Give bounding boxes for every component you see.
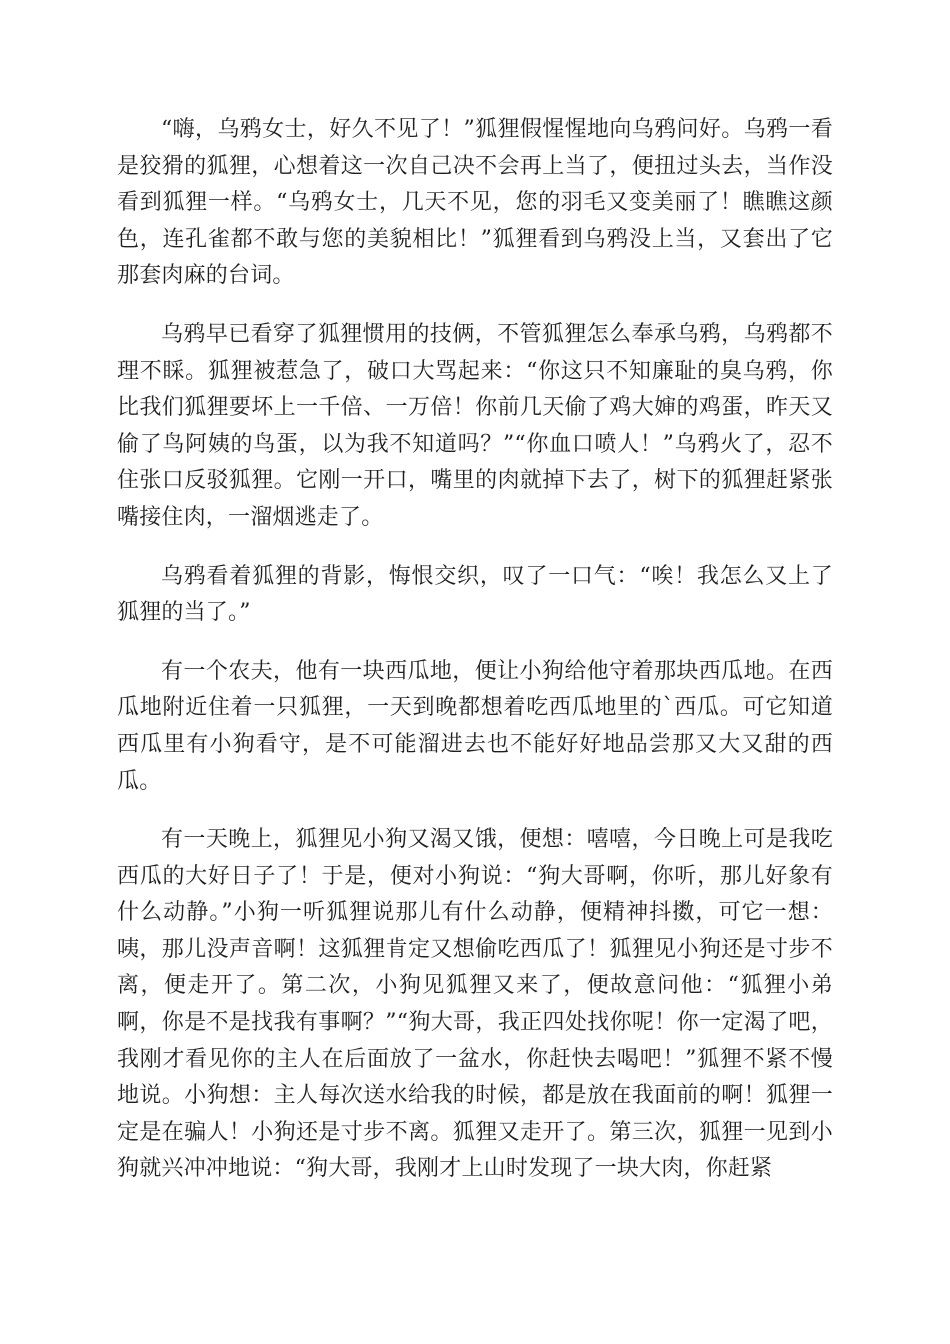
paragraph-crow-greeting: “嗨，乌鸦女士，好久不见了！”狐狸假惺惺地向乌鸦问好。乌鸦一看是狡猾的狐狸，心想着这一次自己决不会再上当了，便扭过头去，当作没看到狐狸一样。“乌鸦女士，几天不见，您的羽毛又变美丽了！瞧瞧这颜色，连孔雀都不敢与您的美貌相比！”狐狸看到乌鸦没上当，又套出了它那套肉麻的台词。	[117, 117, 833, 289]
paragraph-crow-regret: 乌鸦看着狐狸的背影，悔恨交织，叹了一口气：“唉！我怎么又上了狐狸的当了。”	[117, 563, 833, 626]
document-page	[117, 112, 833, 1210]
paragraph-crow-argument: 乌鸦早已看穿了狐狸惯用的技俩，不管狐狸怎么奉承乌鸦，乌鸦都不理不睬。狐狸被惹急了，破口大骂起来：“你这只不知廉耻的臭乌鸦，你比我们狐狸要坏上一千倍、一万倍！你前几天偷了鸡大婶的鸡蛋，昨天又偷了鸟阿姨的鸟蛋，以为我不知道吗？”“你血口喷人！”乌鸦火了，忍不住张口反驳狐狸。它刚一开口，嘴里的肉就掉下去了，树下的狐狸赶紧张嘴接住肉，一溜烟逃走了。	[117, 321, 833, 530]
paragraph-watermelon-farmer: 有一个农夫，他有一块西瓜地，便让小狗给他守着那块西瓜地。在西瓜地附近住着一只狐狸，一天到晚都想着吃西瓜地里的`西瓜。可它知道西瓜里有小狗看守，是不可能溜进去也不能好好地品尝那又大又甜的西瓜。	[117, 658, 833, 794]
paragraph-fox-and-dog: 有一天晚上，狐狸见小狗又渴又饿，便想：嘻嘻，今日晚上可是我吃西瓜的大好日子了！于是，便对小狗说：“狗大哥啊，你听，那儿好象有什么动静。”小狗一听狐狸说那儿有什么动静，便精神抖擞，可它一想：咦，那儿没声音啊！这狐狸肯定又想偷吃西瓜了！狐狸见小狗还是寸步不离，便走开了。第二次，小狗见狐狸又来了，便故意问他：“狐狸小弟啊，你是不是找我有事啊？”“狗大哥，我正四处找你呢！你一定渴了吧，我刚才看见你的主人在后面放了一盆水，你赶快去喝吧！”狐狸不紧不慢地说。小狗想：主人每次送水给我的时候，都是放在我面前的啊！狐狸一定是在骗人！小狗还是寸步不离。狐狸又走开了。第三次，狐狸一见到小狗就兴冲冲地说：“狗大哥，我刚才上山时发现了一块大肉，你赶紧	[117, 827, 833, 1182]
